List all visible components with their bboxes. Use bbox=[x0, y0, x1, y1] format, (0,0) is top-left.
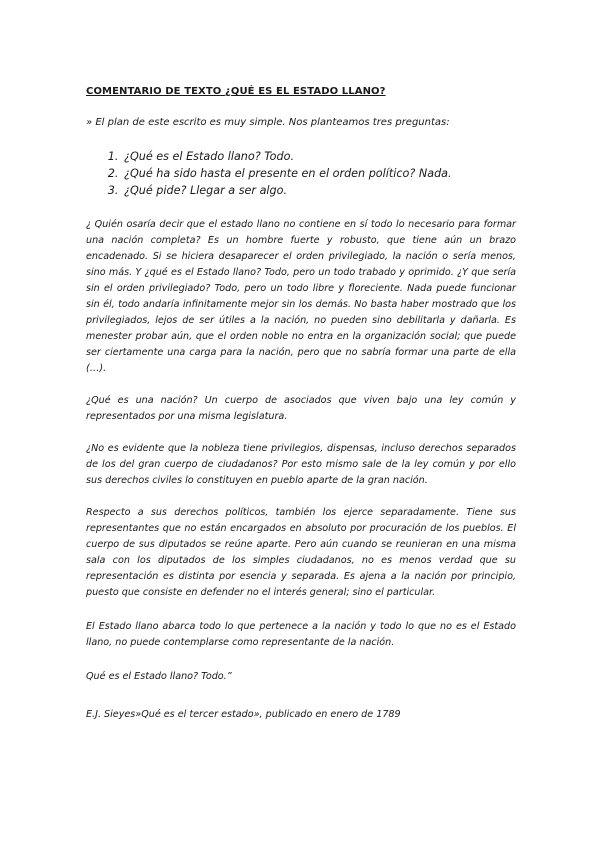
paragraph-nobleza: ¿No es evidente que la nobleza tiene privilegios, dispensas, incluso derechos separados de los del gran cuerpo de ciudadanos? Por esto mismo sale de la ley común y por ello sus derechos civiles lo constituyen en pueblo aparte de la gran nación. bbox=[86, 443, 516, 486]
question-item: 2. ¿Qué ha sido hasta el presente en el orden político? Nada. bbox=[122, 165, 516, 182]
question-item: 1. ¿Qué es el Estado llano? Todo. bbox=[122, 148, 516, 165]
document-page bbox=[86, 86, 516, 745]
closing-quote: Qué es el Estado llano? Todo.” bbox=[86, 671, 232, 682]
intro-text: » El plan de este escrito es muy simple. Nos planteamos tres preguntas: bbox=[86, 117, 450, 128]
document-title: COMENTARIO DE TEXTO ¿QUÉ ES EL ESTADO LLANO? bbox=[86, 86, 386, 97]
questions-list bbox=[86, 148, 516, 199]
source-citation: E.J. Sieyes»Qué es el tercer estado», publicado en enero de 1789 bbox=[86, 709, 401, 720]
paragraph-nacion: ¿Qué es una nación? Un cuerpo de asociados que viven bajo una ley común y representados por una misma legislatura. bbox=[86, 395, 516, 422]
paragraph-estado-llano: ¿ Quién osaría decir que el estado llano no contiene en sí todo lo necesario para formar una nación completa? Es un hombre fuerte y robusto, que tiene aún un brazo encadenado. Si se hiciera desaparecer el orden privilegiado, la nación o sería menos, sino más. Y ¿qué es el Estado llano? Todo, pero un todo trabado y oprimido. ¿Y que sería sin el orden privilegiado? Todo, pero un todo libre y floreciente. Nada puede funcionar sin él, todo andaría infinitamente mejor sin los demás. No basta haber mostrado que los privilegiados, lejos de ser útiles a la nación, no pueden sino debilitarla y dañarla. Es menester probar aún, que el orden noble no entra en la organización social; que puede ser ciertamente una carga para la nación, pero que no sabría formar una parte de ella (…). bbox=[86, 219, 516, 374]
paragraph-derechos-politicos: Respecto a sus derechos políticos, también los ejerce separadamente. Tiene sus representantes que no están encargados en absoluto por procuración de los pueblos. El cuerpo de sus diputados se reúne aparte. Pero aún cuando se reunieran en una misma sala con los diputados de los simples ciudadanos, no es menos verdad que su representación es distinta por esencia y separada. Es ajena a la nación por principio, puesto que consiste en defender no el interés general; sino el particular. bbox=[86, 507, 516, 598]
paragraph-conclusion: El Estado llano abarca todo lo que pertenece a la nación y todo lo que no es el Estado llano, no puede contemplarse como representante de la nación. bbox=[86, 621, 516, 648]
question-item: 3. ¿Qué pide? Llegar a ser algo. bbox=[122, 182, 516, 199]
